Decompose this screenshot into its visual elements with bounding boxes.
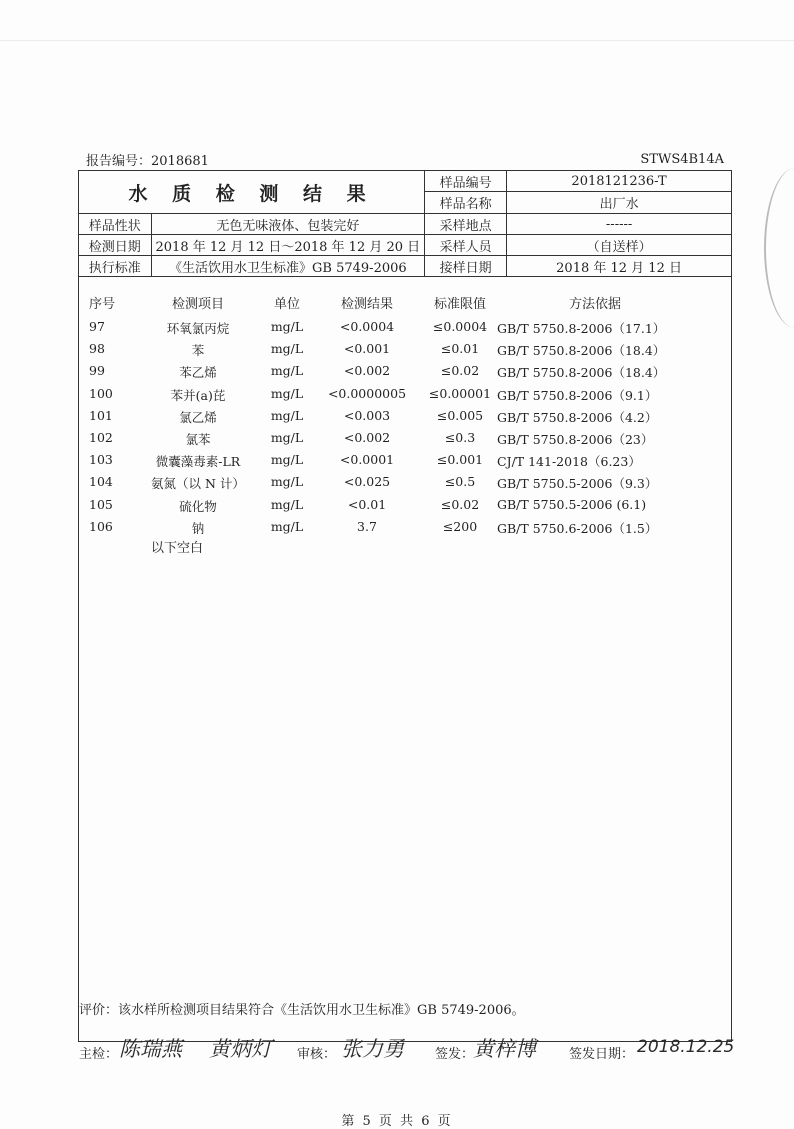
table-row [79, 495, 731, 517]
standard-value: 《生活饮用水卫生标准》GB 5749-2006 [151, 256, 425, 277]
table-row [79, 450, 731, 472]
issue-date-label: 签发日期： [569, 1047, 635, 1062]
page-title: 水 质 检 测 结 果 [79, 171, 425, 214]
seal-stamp-edge [764, 168, 794, 328]
row-limit: ≤0.005 [436, 407, 484, 423]
row-method: GB/T 5750.8-2006（18.4） [497, 343, 666, 359]
row-unit: mg/L [270, 452, 304, 468]
row-limit: ≤0.5 [444, 474, 476, 490]
inspector-signature-2: 黄炳灯 [209, 1037, 272, 1061]
row-result: <0.003 [343, 407, 391, 423]
row-limit: ≤0.00001 [428, 385, 492, 401]
scan-edge-line [0, 40, 794, 41]
row-no: 103 [89, 452, 113, 468]
col-limit: 标准限值 [433, 297, 486, 312]
issuer-label: 签发： [435, 1047, 475, 1062]
row-result: <0.002 [343, 429, 391, 445]
col-result: 检测结果 [340, 297, 393, 312]
row-no: 105 [89, 496, 113, 512]
row-no: 106 [89, 518, 113, 534]
row-unit: mg/L [270, 407, 304, 423]
row-item: 硫化物 [179, 498, 217, 514]
table-row [79, 339, 731, 361]
row-method: GB/T 5750.8-2006（9.1） [497, 387, 658, 403]
test-date-value: 2018 年 12 月 12 日～2018 年 12 月 20 日 [151, 235, 425, 256]
row-method: GB/T 5750.6-2006（1.5） [497, 520, 658, 536]
row-result: <0.0004 [339, 319, 395, 334]
issue-date: 2018.12.25 [637, 1037, 735, 1057]
table-row [79, 361, 731, 383]
row-limit: ≤200 [442, 518, 478, 534]
sampler-value: （自送样） [507, 235, 731, 256]
sample-no-value: 2018121236-T [507, 171, 731, 192]
row-no: 102 [89, 429, 113, 445]
row-limit: ≤0.02 [440, 363, 480, 379]
sampler-label: 采样人员 [425, 235, 507, 256]
row-result: <0.025 [343, 474, 391, 490]
blank-note: 以下空白 [151, 541, 204, 556]
row-unit: mg/L [270, 341, 304, 357]
inspector-signature-1: 陈瑞燕 [119, 1037, 182, 1061]
sample-name-label: 样品名称 [425, 192, 507, 214]
row-unit: mg/L [270, 474, 304, 490]
row-limit: ≤0.3 [444, 429, 476, 445]
signature-line [79, 1033, 739, 1067]
row-item: 钠 [191, 520, 205, 536]
table-row [79, 472, 731, 494]
row-no: 98 [89, 341, 105, 357]
issuer-signature: 黄梓博 [473, 1037, 536, 1061]
inspector-label: 主检： [79, 1047, 119, 1062]
reviewer-label: 审核： [297, 1047, 337, 1062]
col-method: 方法依据 [569, 297, 622, 312]
row-no: 101 [89, 407, 113, 423]
sample-info-table [79, 171, 731, 277]
row-unit: mg/L [270, 496, 304, 512]
evaluation-text: 评价：该水样所检测项目结果符合《生活饮用水卫生标准》GB 5749-2006。 [79, 1003, 525, 1018]
table-row [79, 317, 731, 339]
sample-no-label: 样品编号 [425, 171, 507, 192]
row-limit: ≤0.01 [440, 341, 480, 357]
receive-date-label: 接样日期 [425, 256, 507, 277]
row-item: 环氧氯丙烷 [166, 321, 230, 336]
report-frame [78, 170, 735, 1062]
row-no: 104 [89, 474, 113, 490]
table-row [79, 406, 731, 428]
row-item: 苯 [191, 343, 205, 359]
row-method: GB/T 5750.8-2006（23） [497, 431, 654, 447]
row-unit: mg/L [270, 385, 304, 401]
receive-date-value: 2018 年 12 月 12 日 [507, 256, 731, 277]
row-limit: ≤0.0004 [432, 319, 488, 334]
col-no: 序号 [89, 297, 116, 312]
table-row [79, 384, 731, 406]
row-item: 苯并(a)芘 [170, 387, 226, 403]
page-footer: 第 5 页 共 6 页 [341, 1114, 453, 1129]
standard-label: 执行标准 [79, 256, 151, 277]
col-item: 检测项目 [171, 297, 224, 312]
row-method: GB/T 5750.8-2006（18.4） [497, 365, 666, 381]
results-column-header [79, 293, 731, 315]
sample-state-label: 样品性状 [79, 214, 151, 235]
row-method: CJ/T 141-2018（6.23） [497, 454, 641, 470]
sample-state-value: 无色无味液体、包装完好 [151, 214, 425, 235]
sample-name-value: 出厂水 [507, 192, 731, 214]
row-result: 3.7 [357, 518, 377, 534]
results-rows [79, 317, 731, 539]
row-item: 氨氮（以 N 计） [151, 476, 245, 492]
report-number: 报告编号：2018681 [86, 154, 209, 169]
row-result: <0.01 [347, 496, 387, 512]
row-limit: ≤0.001 [436, 452, 484, 468]
table-row [79, 517, 731, 539]
row-item: 微囊藻毒素-LR [155, 454, 241, 470]
row-unit: mg/L [270, 429, 304, 445]
report-code: STWS4B14A [640, 152, 724, 167]
table-row [79, 428, 731, 450]
reviewer-signature: 张力勇 [341, 1037, 404, 1061]
row-item: 苯乙烯 [179, 365, 217, 381]
row-no: 100 [89, 385, 113, 401]
test-date-label: 检测日期 [79, 235, 151, 256]
row-result: <0.0001 [339, 452, 395, 468]
sample-site-label: 采样地点 [425, 214, 507, 235]
row-method: GB/T 5750.8-2006（17.1） [497, 321, 666, 336]
row-method: GB/T 5750.5-2006 (6.1) [497, 496, 647, 512]
row-result: <0.002 [343, 363, 391, 379]
row-method: GB/T 5750.8-2006（4.2） [497, 409, 658, 425]
row-unit: mg/L [270, 518, 304, 534]
row-unit: mg/L [270, 363, 304, 379]
row-result: <0.0000005 [327, 385, 407, 401]
row-unit: mg/L [270, 319, 304, 334]
sample-site-value: ------ [507, 214, 731, 235]
row-limit: ≤0.02 [440, 496, 480, 512]
col-unit: 单位 [273, 297, 300, 312]
row-no: 99 [89, 363, 105, 379]
row-item: 氯苯 [185, 431, 211, 447]
row-item: 氯乙烯 [179, 409, 217, 425]
row-method: GB/T 5750.5-2006（9.3） [497, 476, 658, 492]
row-no: 97 [89, 319, 105, 334]
row-result: <0.001 [343, 341, 391, 357]
